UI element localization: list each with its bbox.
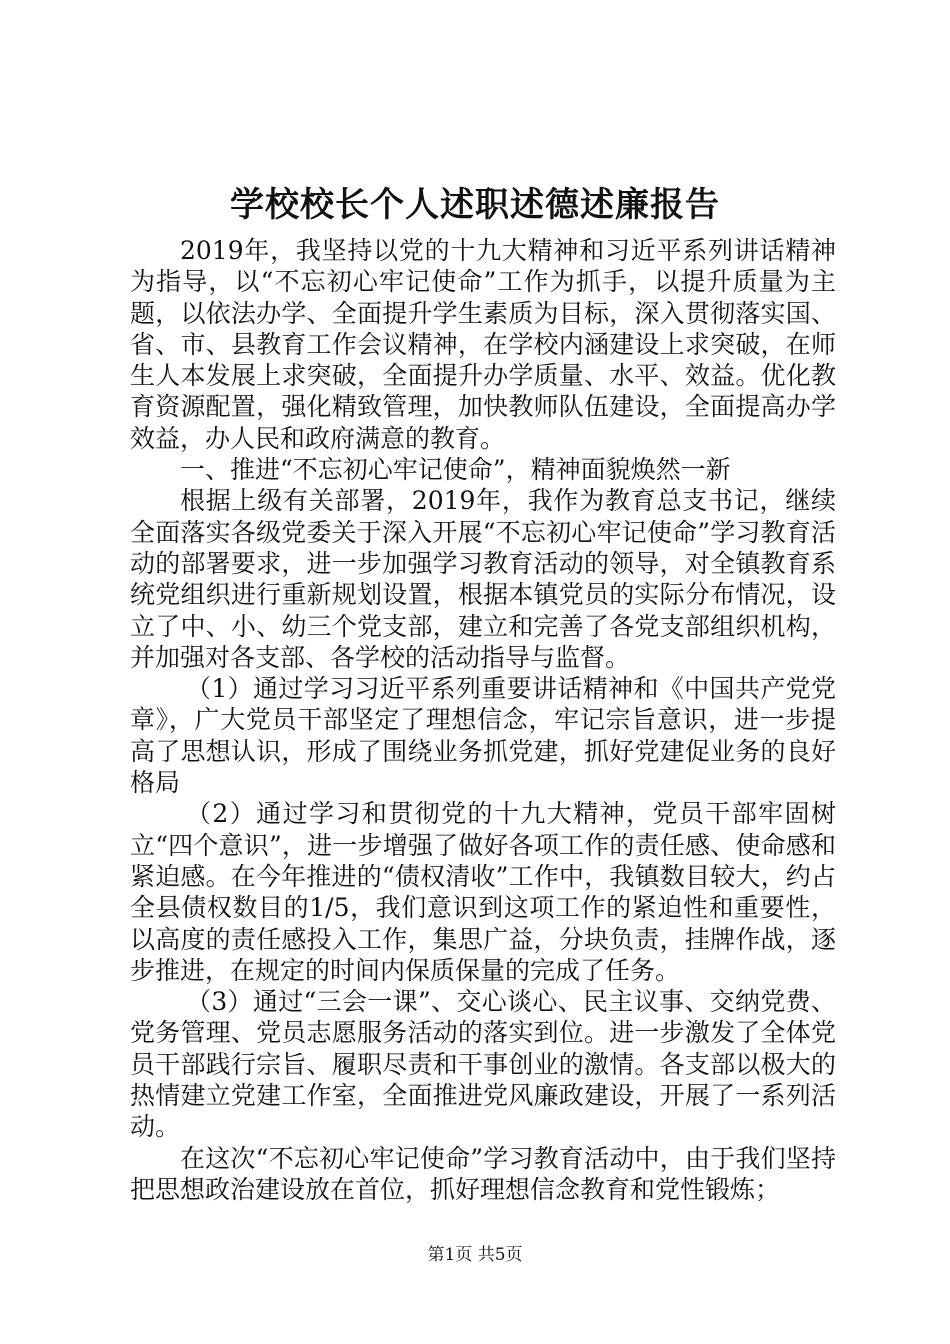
paragraph-item-2: （2）通过学习和贯彻党的十九大精神，党员干部牢固树立“四个意识”，进一步增强了做好各项工作的责任感、使命感和紧迫感。在今年推进的“债权清收”工作中，我镇数目较大，约占全县债权数目的1/5，我们意识到这项工作的紧迫性和重要性，以高度的责任感投入工作，集思广益，分块负责，挂牌作战，逐步推进，在规定的时间内保质保量的完成了任务。 xyxy=(130,799,836,985)
paragraph-deployment: 根据上级有关部署，2019年，我作为教育总支书记，继续全面落实各级党委关于深入开展“不忘初心牢记使命”学习教育活动的部署要求，进一步加强学习教育活动的领导，对全镇教育系统党组织进行重新规划设置，根据本镇党员的实际分布情况，设立了中、小、幼三个党支部，建立和完善了各党支部组织机构，并加强对各支部、各学校的活动指导与监督。 xyxy=(130,486,836,672)
page-footer: 第1页 共5页 xyxy=(427,1245,523,1265)
paragraph-item-1: （1）通过学习习近平系列重要讲话精神和《中国共产党党章》，广大党员干部坚定了理想信念，牢记宗旨意识，进一步提高了思想认识，形成了围绕业务抓党建，抓好党建促业务的良好格局 xyxy=(130,674,836,798)
document-title: 学校校长个人述职述德述廉报告 xyxy=(230,185,720,225)
paragraph-intro: 2019年，我坚持以党的十九大精神和习近平系列讲话精神为指导，以“不忘初心牢记使命”工作为抓手，以提升质量为主题，以依法办学、全面提升学生素质为目标，深入贯彻落实国、省、市、县教育工作会议精神，在学校内涵建设上求突破，在师生人本发展上求突破，全面提升办学质量、水平、效益。优化教育资源配置，强化精致管理，加快教师队伍建设，全面提高办学效益，办人民和政府满意的教育。 xyxy=(130,236,836,453)
document-body xyxy=(130,235,836,1205)
paragraph-continuation: 在这次“不忘初心牢记使命”学习教育活动中，由于我们坚持把思想政治建设放在首位，抓好理想信念教育和党性锻炼； xyxy=(130,1143,836,1204)
paragraph-item-3: （3）通过“三会一课”、交心谈心、民主议事、交纳党费、党务管理、党员志愿服务活动的落实到位。进一步激发了全体党员干部践行宗旨、履职尽责和干事创业的激情。各支部以极大的热情建立党建工作室，全面推进党风廉政建设，开展了一系列活动。 xyxy=(130,987,836,1142)
section-heading-1: 一、推进“不忘初心牢记使命”，精神面貌焕然一新 xyxy=(180,455,731,485)
